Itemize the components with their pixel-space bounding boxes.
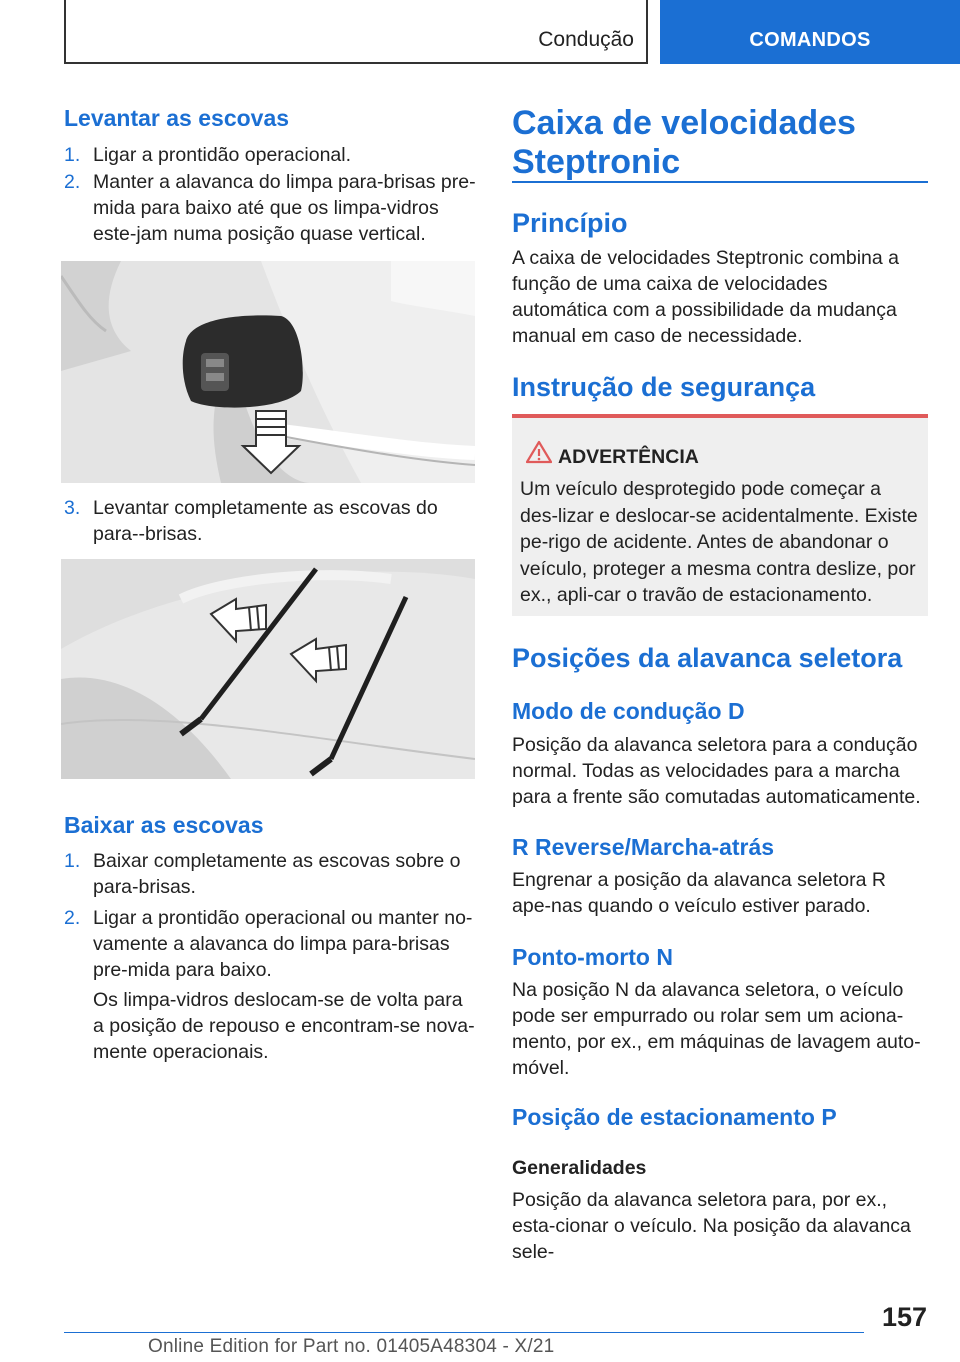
header-section-box [64,0,648,64]
header-section-label: Condução [538,28,634,51]
mode-n-heading: Ponto-morto N [512,944,673,970]
warning-text: Um veículo desprotegido pode começar a des-lizar e deslocar-se acidentalmente. Existe pe-rigo de acidente. Antes de abandonar o veículo, proteger a mesma contra deslize, por ex., apli-car o travão de estacionamento. [520,478,918,606]
principle-paragraph: A caixa de velocidades Steptronic combina a função de uma caixa de velocidades automática com a possibilidade da mudança manual em caso de necessidade. [512,247,899,347]
positions-heading: Posições da alavanca seletora [512,643,903,673]
general-subheading: Generalidades [512,1157,647,1179]
list-number: 2. [64,171,81,193]
mode-d-paragraph: Posição da alavanca seletora para a condução normal. Todas as velocidades para a marcha para a frente são comutadas automaticamente. [512,734,921,808]
wipers-raised-illustration [61,559,475,779]
list-text: Ligar a prontidão operacional. [93,144,352,166]
mode-r-heading: R Reverse/Marcha-atrás [512,834,775,860]
mode-d-heading: Modo de condução D [512,698,745,724]
warning-triangle-icon [526,440,552,464]
mode-n-paragraph: Na posição N da alavanca seletora, o veículo pode ser empurrado ou rolar sem um aciona-mento, por ex., em máquinas de lavagem auto-móvel. [512,979,921,1079]
warning-box [512,414,928,616]
principle-heading: Princípio [512,208,628,238]
list-number: 1. [64,850,81,872]
warning-label: ADVERTÊNCIA [558,446,699,468]
list-item [64,848,478,902]
chapter-title: Caixa de velocidades Steptronic [512,104,856,181]
list-number: 3. [64,497,81,519]
list-number: 1. [64,144,81,166]
list-text: Levantar completamente as escovas do para--brisas. [93,497,438,545]
mode-r-paragraph: Engrenar a posição da alavanca seletora R ape-nas quando o veículo estiver parado. [512,869,886,917]
list-item [64,169,478,249]
general-paragraph: Posição da alavanca seletora para, por ex., esta-cionar o veículo. Na posição da alavanca sele- [512,1189,911,1263]
list-number: 2. [64,907,81,929]
lower-note-paragraph: Os limpa-vidros deslocam-se de volta para a posição de repouso e encontram-se nova-mente operacionais. [93,989,475,1063]
list-item [64,142,478,168]
mode-p-heading: Posição de estacionamento P [512,1104,837,1130]
footer-edition-text: Online Edition for Part no. 01405A48304 - X/21 [148,1336,555,1357]
lower-wipers-heading: Baixar as escovas [64,812,264,838]
list-item [64,905,478,985]
list-item [64,495,478,549]
footer-rule [64,1332,864,1333]
list-text: Baixar completamente as escovas sobre o para-brisas. [93,850,461,898]
header-chapter-tab[interactable]: COMANDOS [660,0,960,64]
list-text: Manter a alavanca do limpa para-brisas pre-mida para baixo até que os limpa-vidros este-jam numa posição quase vertical. [93,171,476,245]
raise-wipers-heading: Levantar as escovas [64,105,290,131]
safety-heading: Instrução de segurança [512,372,816,402]
wiper-lever-illustration [61,261,475,483]
chapter-title-rule [512,181,928,183]
page-number: 157 [882,1302,928,1332]
list-text: Ligar a prontidão operacional ou manter no-vamente a alavanca do limpa para-brisas pre-mida para baixo. [93,907,473,981]
